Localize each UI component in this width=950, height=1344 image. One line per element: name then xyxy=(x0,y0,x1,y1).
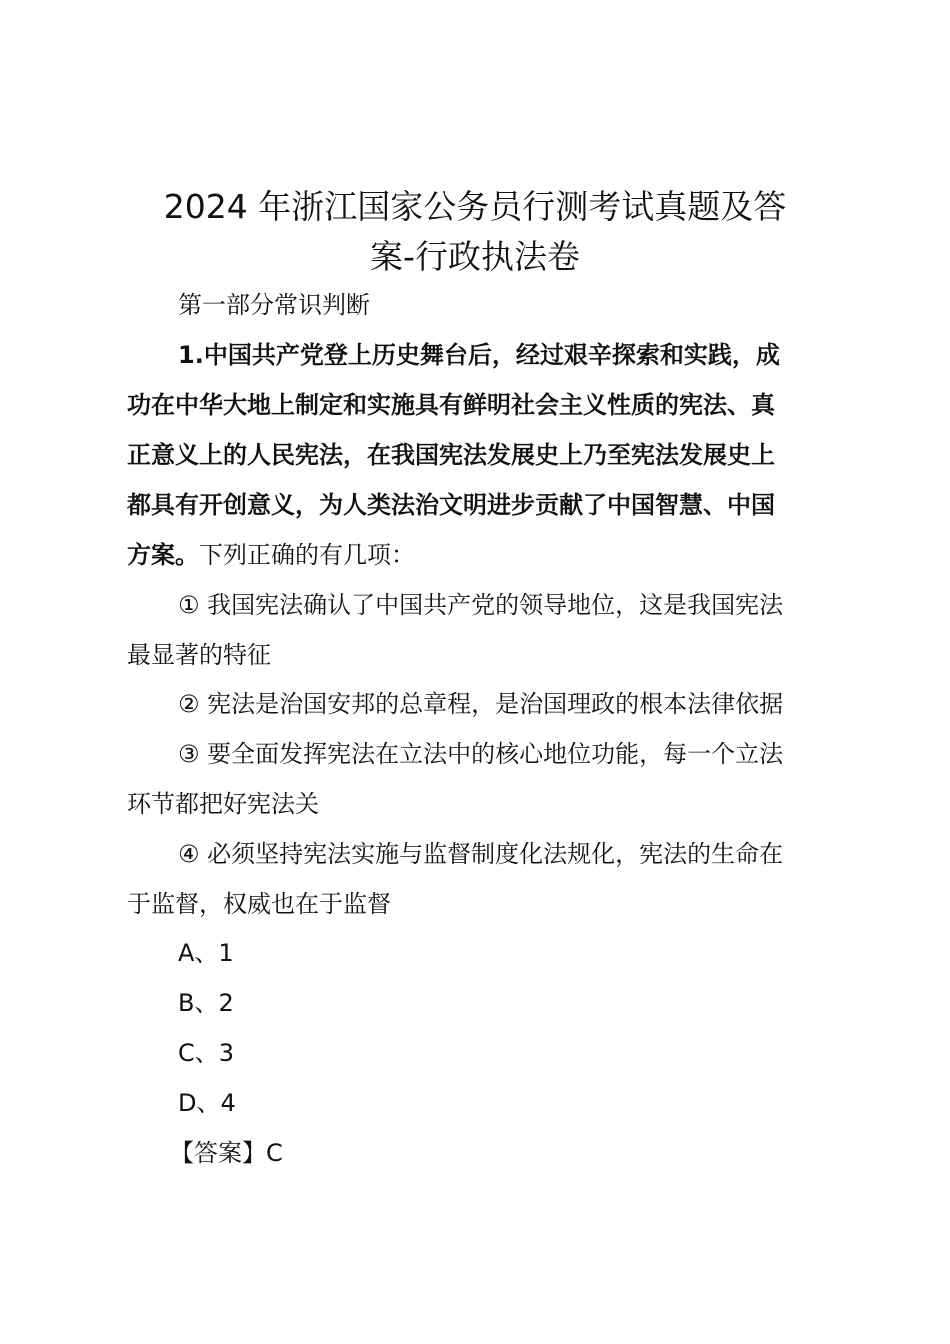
question-stem-line-2: 功在中华大地上制定和实施具有鲜明社会主义性质的宪法、真 xyxy=(127,391,775,419)
statement-1-line-1: ① 我国宪法确认了中国共产党的领导地位，这是我国宪法 xyxy=(178,591,784,619)
document-title-line-2: 案-行政执法卷 xyxy=(370,237,580,276)
statement-4-line-2: 于监督，权威也在于监督 xyxy=(127,890,391,918)
document-title-line-1: 2024 年浙江国家公务员行测考试真题及答 xyxy=(163,187,787,226)
statement-4-line-1: ④ 必须坚持宪法实施与监督制度化法规化，宪法的生命在 xyxy=(178,840,784,868)
option-c: C、3 xyxy=(178,1039,235,1067)
question-stem-line-3: 正意义上的人民宪法，在我国宪法发展史上乃至宪法发展史上 xyxy=(127,441,775,469)
option-b: B、2 xyxy=(178,989,234,1017)
question-stem-line-1: 1.中国共产党登上历史舞台后，经过艰辛探索和实践，成 xyxy=(178,341,780,369)
answer-line: 【答案】C xyxy=(170,1139,283,1167)
section-heading: 第一部分常识判断 xyxy=(178,291,370,319)
question-prompt: 下列正确的有几项： xyxy=(199,541,415,569)
statement-3-line-1: ③ 要全面发挥宪法在立法中的核心地位功能，每一个立法 xyxy=(178,740,784,768)
statement-2-line-1: ② 宪法是治国安邦的总章程，是治国理政的根本法律依据 xyxy=(178,690,784,718)
question-stem-bold-end: 方案。 xyxy=(127,541,199,569)
option-d: D、4 xyxy=(178,1089,236,1117)
question-stem-line-5 xyxy=(127,540,415,570)
option-a: A、1 xyxy=(178,939,234,967)
question-stem-line-4: 都具有开创意义，为人类法治文明进步贡献了中国智慧、中国 xyxy=(127,491,775,519)
statement-3-line-2: 环节都把好宪法关 xyxy=(127,790,319,818)
statement-1-line-2: 最显著的特征 xyxy=(127,641,271,669)
